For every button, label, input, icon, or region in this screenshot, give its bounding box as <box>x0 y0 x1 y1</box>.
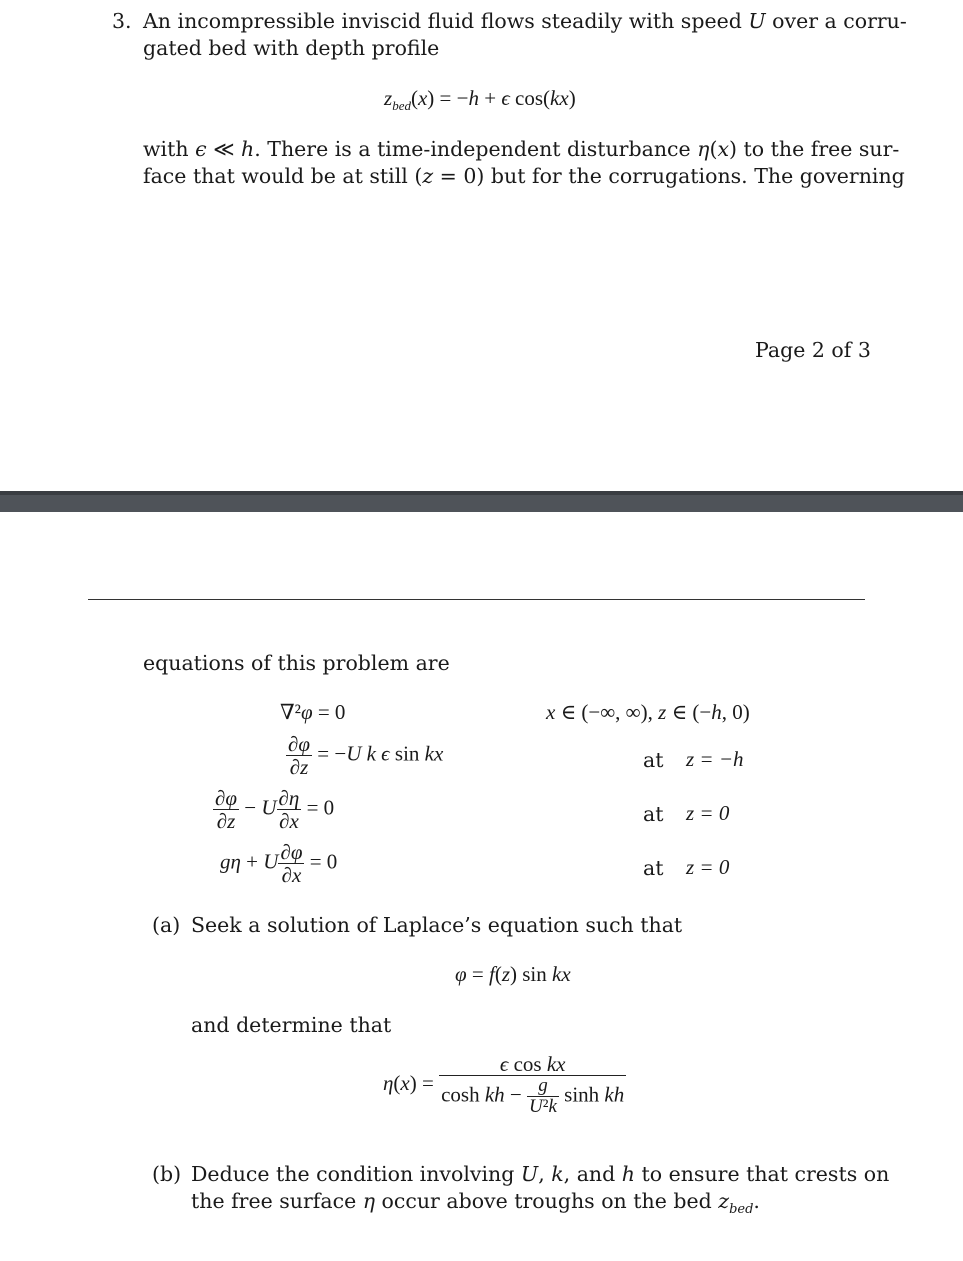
equations-lead: equations of this problem are <box>143 651 450 675</box>
part-b-line-2: the free surface η occur above troughs on the bed $z_{bed}$. <box>191 1189 760 1218</box>
at-label: at <box>643 802 664 826</box>
eta-solution-equation: η(x) = ϵ cos kx cosh kh − $\frac{g}{\text{U²k}}$ sinh kh <box>383 1052 625 1117</box>
laplace-equation: ∇²φ = 0 <box>280 700 346 724</box>
kinematic-condition-equation: $\frac{\partial\varphi}{\partial z}$ − U $\frac{\partial\eta}{\partial x}$ = 0 <box>215 786 335 834</box>
dynamic-condition-equation: gη + U $\frac{\partial\varphi}{\partial x}$ = 0 <box>220 840 338 888</box>
bed-profile-equation: $z_{bed}(x) = -h + \epsilon$ cos(kx) <box>384 86 576 114</box>
bed-condition-equation: $\frac{\partial\varphi}{\partial z}$ = −U k ϵ sin kx <box>288 732 444 780</box>
intro-line-2: gated bed with depth profile <box>143 36 440 60</box>
header-rule <box>88 599 865 600</box>
page-separator <box>0 491 963 512</box>
at-label: at <box>643 856 664 880</box>
problem-number: 3. <box>112 9 132 33</box>
part-a-label: (a) <box>152 913 181 937</box>
page-footer: Page 2 of 3 <box>755 338 871 362</box>
kinematic-condition-location: z = 0 <box>686 801 730 825</box>
intro-line-3: with ϵ ≪ h. There is a time-independent disturbance η(x) to the free sur- <box>143 137 900 161</box>
part-b-label: (b) <box>152 1162 182 1186</box>
part-a-text: Seek a solution of Laplace’s equation such that <box>191 913 683 937</box>
at-label: at <box>643 748 664 772</box>
intro-line-4: face that would be at still (z = 0) but for the corrugations. The governing <box>143 164 905 188</box>
determine-text: and determine that <box>191 1013 392 1037</box>
phi-ansatz-equation: φ = f(z) sin kx <box>455 962 571 986</box>
domain-condition: x ∈ (−∞, ∞), z ∈ (−h, 0) <box>546 700 750 724</box>
part-b-line-1: Deduce the condition involving U, k, and h to ensure that crests on <box>191 1162 890 1186</box>
bed-condition-location: z = −h <box>686 747 744 771</box>
dynamic-condition-location: z = 0 <box>686 855 730 879</box>
intro-line-1: An incompressible inviscid fluid flows steadily with speed U over a corru- <box>143 9 907 33</box>
